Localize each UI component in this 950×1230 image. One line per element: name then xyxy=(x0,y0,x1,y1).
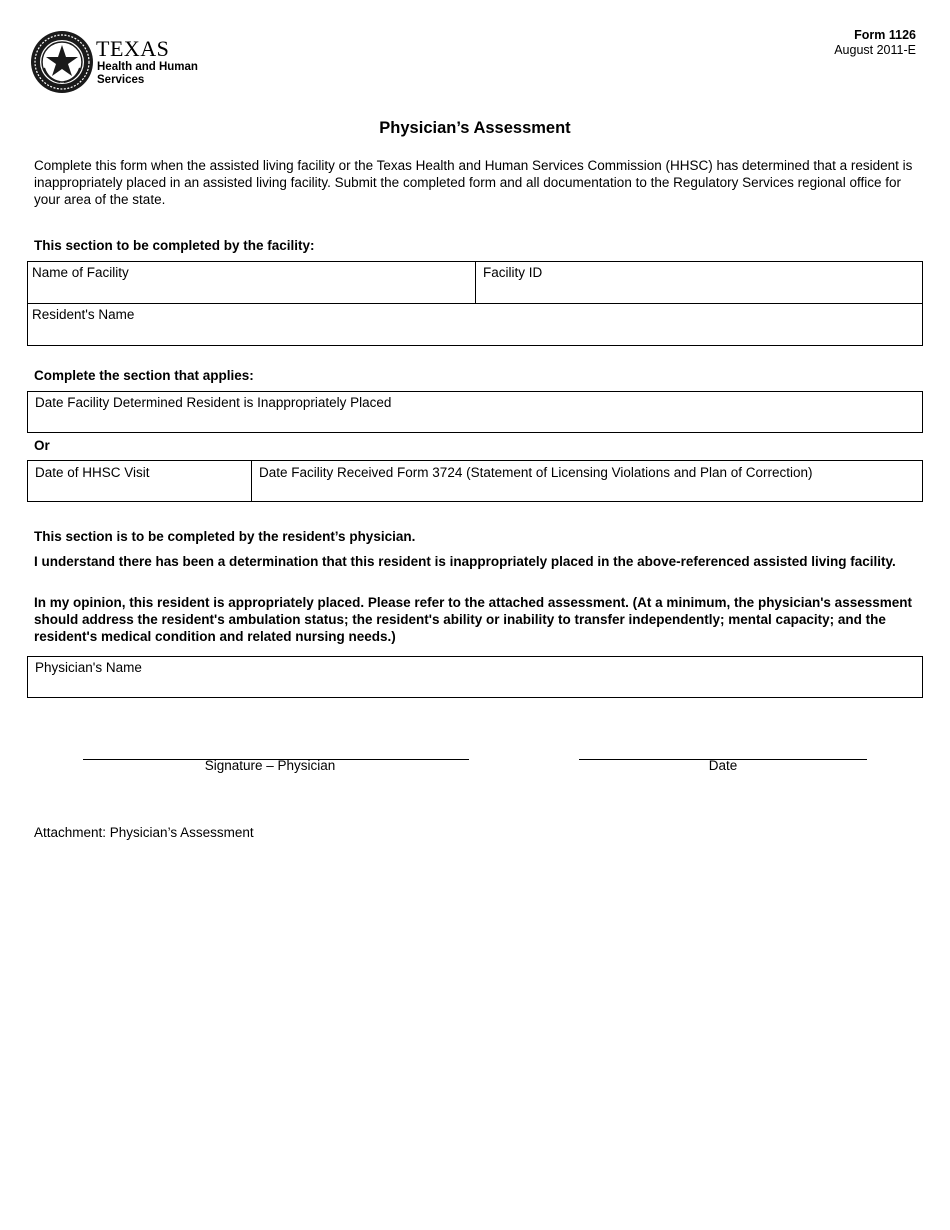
date-determined-label: Date Facility Determined Resident is Inappropriately Placed xyxy=(35,395,392,410)
date-form-3724-label: Date Facility Received Form 3724 (Statement of Licensing Violations and Plan of Correction) xyxy=(259,465,813,480)
facility-section-heading: This section to be completed by the facility: xyxy=(34,238,315,253)
physician-section-heading: This section is to be completed by the resident’s physician. xyxy=(34,529,416,544)
date-determined-field xyxy=(27,391,923,433)
texas-seal-icon xyxy=(30,30,94,94)
facility-id-label: Facility ID xyxy=(483,265,543,280)
intro-paragraph: Complete this form when the assisted living facility or the Texas Health and Human Services Commission (HHSC) has determined that a resident is inappropriately placed in an assisted living facility. Submit the completed form and all documentation to the Regulatory Services regional office for your area of the state. xyxy=(34,158,913,207)
opinion-statement: In my opinion, this resident is appropriately placed. Please refer to the attached assessment. (At a minimum, the physician's assessment should address the resident's ambulation status; the resident's ability or inability to transfer independently; mental capacity; and the resident's medical condition and related nursing needs.) xyxy=(34,595,912,644)
page-title: Physician’s Assessment xyxy=(379,119,571,137)
physicians-name-label: Physician's Name xyxy=(35,660,142,675)
form-number: Form 1126 xyxy=(854,28,916,42)
logo-title: TEXAS xyxy=(96,36,170,61)
residents-name-label: Resident's Name xyxy=(32,307,135,322)
understand-statement: I understand there has been a determination that this resident is inappropriately placed in the above-referenced assisted living facility. xyxy=(34,554,896,569)
divider xyxy=(28,303,922,304)
name-of-facility-label: Name of Facility xyxy=(32,265,129,280)
logo-subtitle-line-2: Services xyxy=(97,74,145,86)
logo-subtitle-line-1: Health and Human xyxy=(97,61,198,73)
divider xyxy=(251,461,252,501)
date-label: Date xyxy=(708,758,738,773)
logo-subtitle xyxy=(97,61,198,87)
or-label: Or xyxy=(34,438,50,453)
signature-label: Signature – Physician xyxy=(204,758,336,773)
form-date: August 2011-E xyxy=(834,43,916,57)
facility-table xyxy=(27,261,923,346)
applies-section-heading: Complete the section that applies: xyxy=(34,368,254,383)
hhsc-visit-table xyxy=(27,460,923,502)
physicians-name-field xyxy=(27,656,923,698)
date-hhsc-visit-label: Date of HHSC Visit xyxy=(35,465,150,480)
attachment-note: Attachment: Physician’s Assessment xyxy=(34,825,254,840)
divider xyxy=(475,262,476,303)
